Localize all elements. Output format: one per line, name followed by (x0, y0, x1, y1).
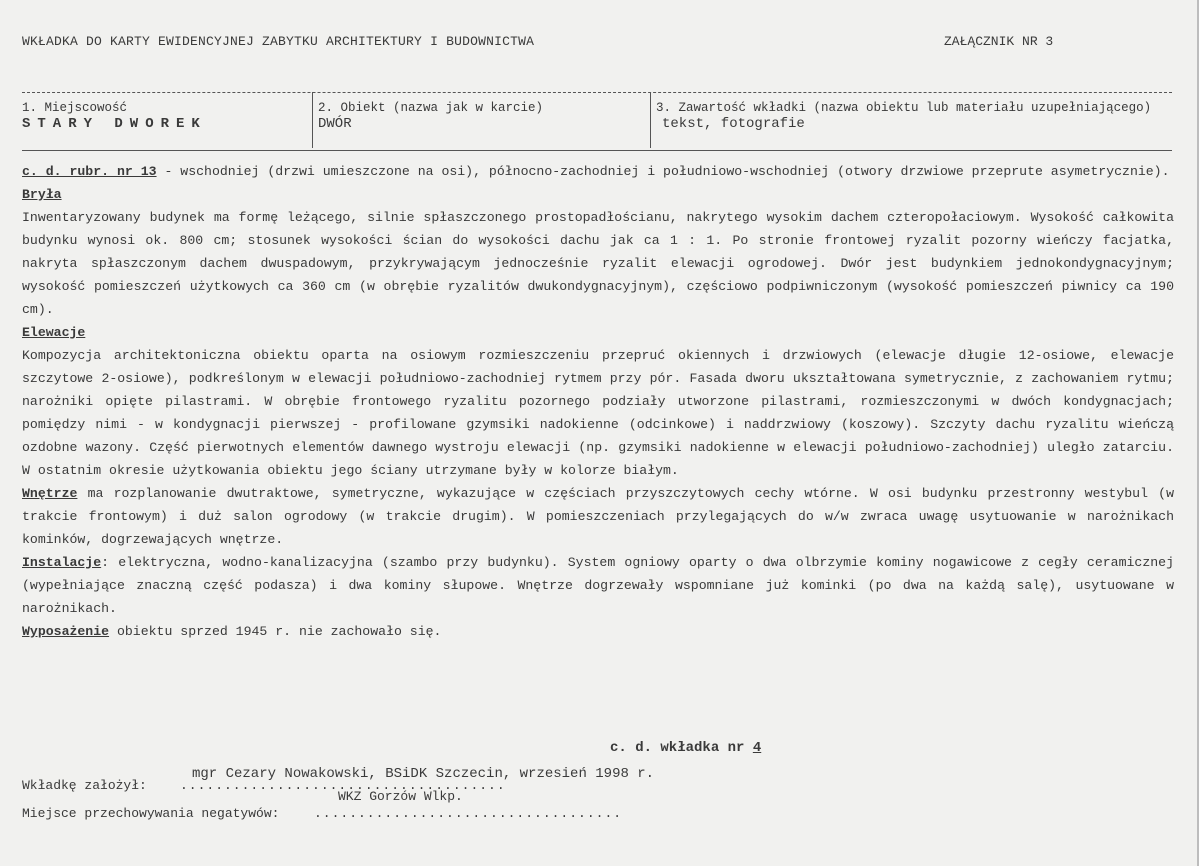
continuation-number: 4 (752, 740, 762, 756)
field-object-value: DWÓR (318, 116, 352, 132)
author-label: Wkładkę założył: (22, 778, 147, 793)
author-name: mgr Cezary Nowakowski, BSiDK Szczecin, wrzesień 1998 r. (192, 766, 655, 782)
author-dotted-line: ..................................... (180, 778, 506, 793)
paragraph-text: : elektryczna, wodno-kanalizacyjna (szambo przy budynku). System ogniowy oparty o dwa olbrzymie kominy nogawicowe z cegły ceramicznej (wypełniające znaczną część podasza) i dwa kominy słupowe. Wnętrze dogrzewały wspomniane już kominki (po dwa na każdą salę), usytuowane w narożnikach. (22, 555, 1174, 616)
box-divider-2 (650, 92, 651, 148)
section-label-continuation: c. d. rubr. nr 13 (22, 164, 157, 179)
paragraph-instalacje (22, 551, 1174, 620)
paragraph-elewacje: Kompozycja architektoniczna obiektu oparta na osiowym rozmieszczeniu przepruć okiennych i drzwiowych (elewacje długie 12-osiowe, elewacje szczytowe 2-osiowe), podkreślonym w elewacji południowo-zachodniej rytmem przy pór. Fasada dworu ukształtowana symetrycznie, z zachowaniem rytmu; narożniki opięte pilastrami. W obrębie frontowego ryzalitu pozornego podziały utworzone pilastrami, rozmieszczonymi w dwóch kondygnacjach; pomiędzy nimi - w kondygnacji pierwszej - profilowane gzymsiki nadokienne (odcinkowe) i naddrzwiowy (koszowy). Szczyty dachu ryzalitu wieńczą ozdobne wazony. Część pierwotnych elementów dawnego wystroju elewacji (np. gzymsiki nadokienne w elewacji południowo-zachodniej) uległo zatarciu. W ostatnim okresie użytkowania obiektu jego ściany utrzymane były w kolorze białym. (22, 348, 1174, 478)
negatives-location: WKZ Gorzów Wlkp. (338, 789, 463, 804)
paragraph-wyposazenie (22, 620, 1174, 643)
continuation-note (610, 740, 761, 756)
paragraph-continuation (22, 160, 1174, 183)
field-contents-value: tekst, fotografie (662, 116, 805, 132)
dashed-divider (22, 92, 1172, 93)
attachment-number: ZAŁĄCZNIK NR 3 (944, 34, 1054, 49)
field-locality-value: STARY DWOREK (22, 116, 207, 132)
field-contents-caption: 3. Zawartość wkładki (nazwa obiektu lub materiału uzupełniającego) (656, 101, 1152, 115)
negatives-dotted-line: ................................... (314, 806, 623, 821)
paragraph-bryla: Inwentaryzowany budynek ma formę leżącego, silnie spłaszczonego prostopadłościanu, nakrytego wysokim dachem czteropołaciowym. Wysokość całkowita budynku wynosi ok. 800 cm; stosunek wysokości ścian do wysokości dachu jak ca 1 : 1. Po stronie frontowej ryzalit pozorny wieńczy facjatka, nakryta spłaszczonym dachem dwuspadowym, przykrywającym jednocześnie ryzalit elewacji ogrodowej. Dwór jest budynkiem jednokondygnacyjnym; wysokość pomieszczeń użytkowych ca 360 cm (w obrębie ryzalitów dwukondygnacyjnym), częściowo podpiwniczonym (wysokość pomieszczeń piwnicy ca 190 cm). (22, 210, 1174, 317)
negatives-label: Miejsce przechowywania negatywów: (22, 806, 280, 821)
section-label-instalacje: Instalacje (22, 555, 102, 570)
form-title: WKŁADKA DO KARTY EWIDENCYJNEJ ZABYTKU ARCHITEKTURY I BUDOWNICTWA (22, 34, 535, 49)
field-object-caption: 2. Obiekt (nazwa jak w karcie) (318, 101, 544, 115)
paragraph-text: obiektu sprzed 1945 r. nie zachowało się. (109, 624, 442, 639)
heading-bryla (22, 183, 1174, 206)
paragraph-text: ma rozplanowanie dwutraktowe, symetryczne, wykazujące w częściach przyszczytowych cechy wtórne. W osi budynku przestronny westybul (w trakcie frontowym) i duż salon ogrodowy (w trakcie drugim). W pomieszczeniach przylegających do w/w zwraca uwagę usytuowanie w narożnikach kominków, dogrzewających wnętrze. (22, 486, 1174, 547)
field-locality (22, 100, 207, 132)
continuation-prefix: c. d. wkładka nr (610, 740, 753, 756)
paragraph-text: - wschodniej (drzwi umieszczone na osi), północno-zachodniej i południowo-wschodniej (otwory drzwiowe przeprute asymetrycznie). (156, 164, 1170, 179)
document-body (22, 160, 1174, 643)
field-locality-caption: 1. Miejscowość (22, 101, 128, 115)
field-object (318, 100, 543, 132)
section-label-wyposazenie: Wyposażenie (22, 624, 110, 639)
section-label-elewacje: Elewacje (22, 325, 86, 340)
field-contents (656, 100, 1151, 132)
section-label-wnetrze: Wnętrze (22, 486, 78, 501)
section-label-bryla: Bryła (22, 187, 62, 202)
paragraph-wnetrze (22, 482, 1174, 551)
heading-elewacje (22, 321, 1174, 344)
box-divider-1 (312, 92, 313, 148)
header-rule (22, 150, 1172, 151)
